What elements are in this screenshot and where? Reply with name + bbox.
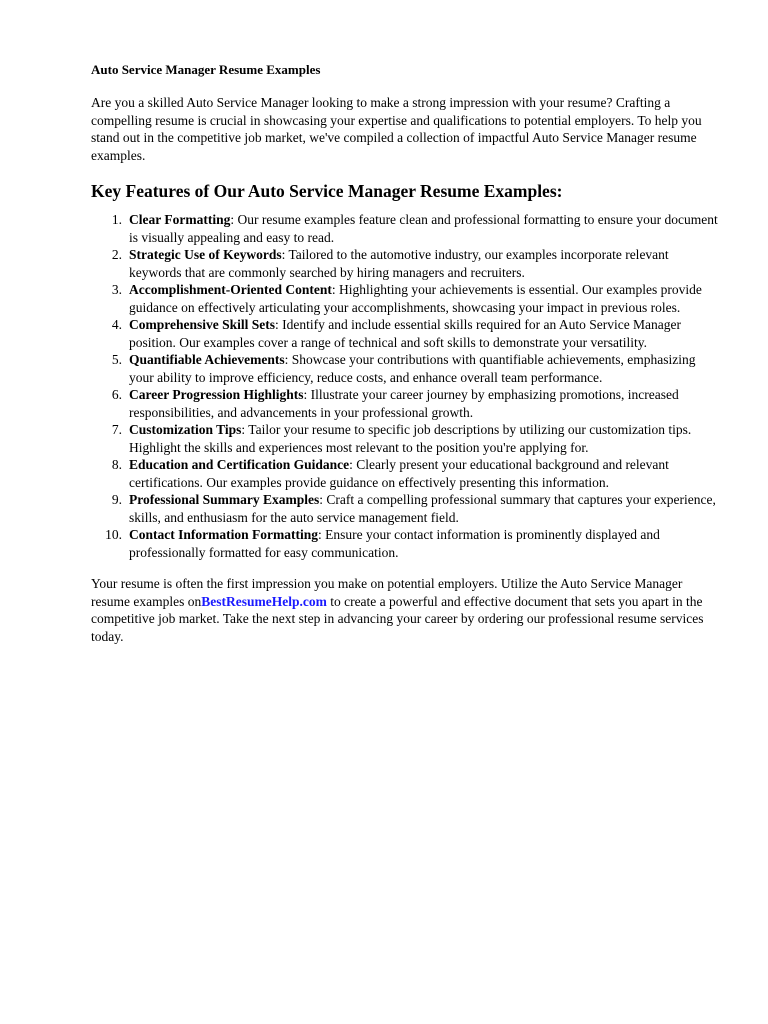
list-item-term: Clear Formatting xyxy=(129,212,231,227)
list-item xyxy=(91,351,721,386)
list-item-number: 2. xyxy=(111,247,122,262)
list-item-text: Tailor your resume to specific job descriptions by utilizing our customization tips. Highlight the skills and experiences most relevant to the position you're applying for. xyxy=(129,422,692,455)
list-item-separator: : xyxy=(284,352,289,367)
list-item-text: Our resume examples feature clean and professional formatting to ensure your document is visually appealing and easy to read. xyxy=(129,212,718,245)
list-item-term: Contact Information Formatting xyxy=(129,527,318,542)
list-item xyxy=(91,526,721,561)
list-item-text: Illustrate your career journey by emphasizing promotions, increased responsibilities, and advancements in your professional growth. xyxy=(129,387,679,420)
list-item-separator: : xyxy=(349,457,353,472)
list-item-term: Career Progression Highlights xyxy=(129,387,304,402)
list-item-text: Highlighting your achievements is essential. Our examples provide guidance on effectively articulating your accomplishments, showcasing your impact in previous roles. xyxy=(129,282,702,315)
list-item xyxy=(91,456,721,491)
list-item xyxy=(91,491,721,526)
list-item xyxy=(91,211,721,246)
list-item-separator: : xyxy=(230,212,235,227)
list-item-separator: : xyxy=(303,387,308,402)
list-item-term: Quantifiable Achievements xyxy=(129,352,285,367)
list-item-term: Education and Certification Guidance xyxy=(129,457,350,472)
closing-paragraph xyxy=(91,575,721,645)
list-item xyxy=(91,316,721,351)
list-item-term: Comprehensive Skill Sets xyxy=(129,317,276,332)
list-item-text: Craft a compelling professional summary that captures your experience, skills, and enthusiasm for the auto service management field. xyxy=(129,492,716,525)
list-item xyxy=(91,421,721,456)
list-item-number: 9. xyxy=(111,492,122,507)
list-item-number: 8. xyxy=(111,457,122,472)
list-item-number: 6. xyxy=(111,387,122,402)
closing-text-after-link: to create a powerful and effective document that sets you apart in the competitive job market. Take the next step in advancing your career by ordering our professional resume services today. xyxy=(91,593,704,644)
list-item-number: 10. xyxy=(105,527,122,542)
document-page xyxy=(91,61,721,645)
section-heading: Key Features of Our Auto Service Manager Resume Examples: xyxy=(91,181,563,201)
list-item-number: 5. xyxy=(111,352,122,367)
list-item-separator: : xyxy=(317,527,322,542)
list-item-number: 7. xyxy=(111,422,122,437)
closing-text-before-link: Your resume is often the first impression you make on potential employers. Utilize the Auto Service Manager resume examples on xyxy=(91,576,683,609)
features-list xyxy=(91,211,721,561)
list-item xyxy=(91,281,721,316)
list-item-term: Strategic Use of Keywords xyxy=(129,247,282,262)
list-item-separator: : xyxy=(275,317,279,332)
list-item-separator: : xyxy=(281,247,286,262)
intro-paragraph: Are you a skilled Auto Service Manager looking to make a strong impression with your resume? Crafting a compelling resume is crucial in showcasing your expertise and qualifications to potential employers. To help you stand out in the competitive job market, we've compiled a collection of impactful Auto Service Manager resume examples. xyxy=(91,95,702,163)
bestresumehelp-link[interactable]: BestResumeHelp.com xyxy=(201,593,327,609)
list-item-number: 3. xyxy=(111,282,122,297)
list-item-text: Clearly present your educational background and relevant certifications. Our examples provide guidance on effectively presenting this information. xyxy=(129,457,669,490)
list-item-separator: : xyxy=(331,282,336,297)
list-item-term: Customization Tips xyxy=(129,422,242,437)
list-item-text: Ensure your contact information is prominently displayed and professionally formatted for easy communication. xyxy=(129,527,660,560)
list-item xyxy=(91,246,721,281)
list-item-text: Showcase your contributions with quantifiable achievements, emphasizing your ability to improve efficiency, reduce costs, and enhance overall team performance. xyxy=(129,352,696,385)
list-item-term: Accomplishment-Oriented Content xyxy=(129,282,332,297)
list-item xyxy=(91,386,721,421)
list-item-text: Identify and include essential skills required for an Auto Service Manager position. Our examples cover a range of technical and soft skills to demonstrate your versatility. xyxy=(129,317,682,350)
list-item-term: Professional Summary Examples xyxy=(129,492,320,507)
list-item-text: Tailored to the automotive industry, our examples incorporate relevant keywords that are commonly searched by hiring managers and recruiters. xyxy=(129,247,669,280)
list-item-separator: : xyxy=(319,492,324,507)
document-title: Auto Service Manager Resume Examples xyxy=(91,62,321,77)
list-item-number: 1. xyxy=(111,212,122,227)
list-item-separator: : xyxy=(241,422,246,437)
list-item-number: 4. xyxy=(111,317,122,332)
